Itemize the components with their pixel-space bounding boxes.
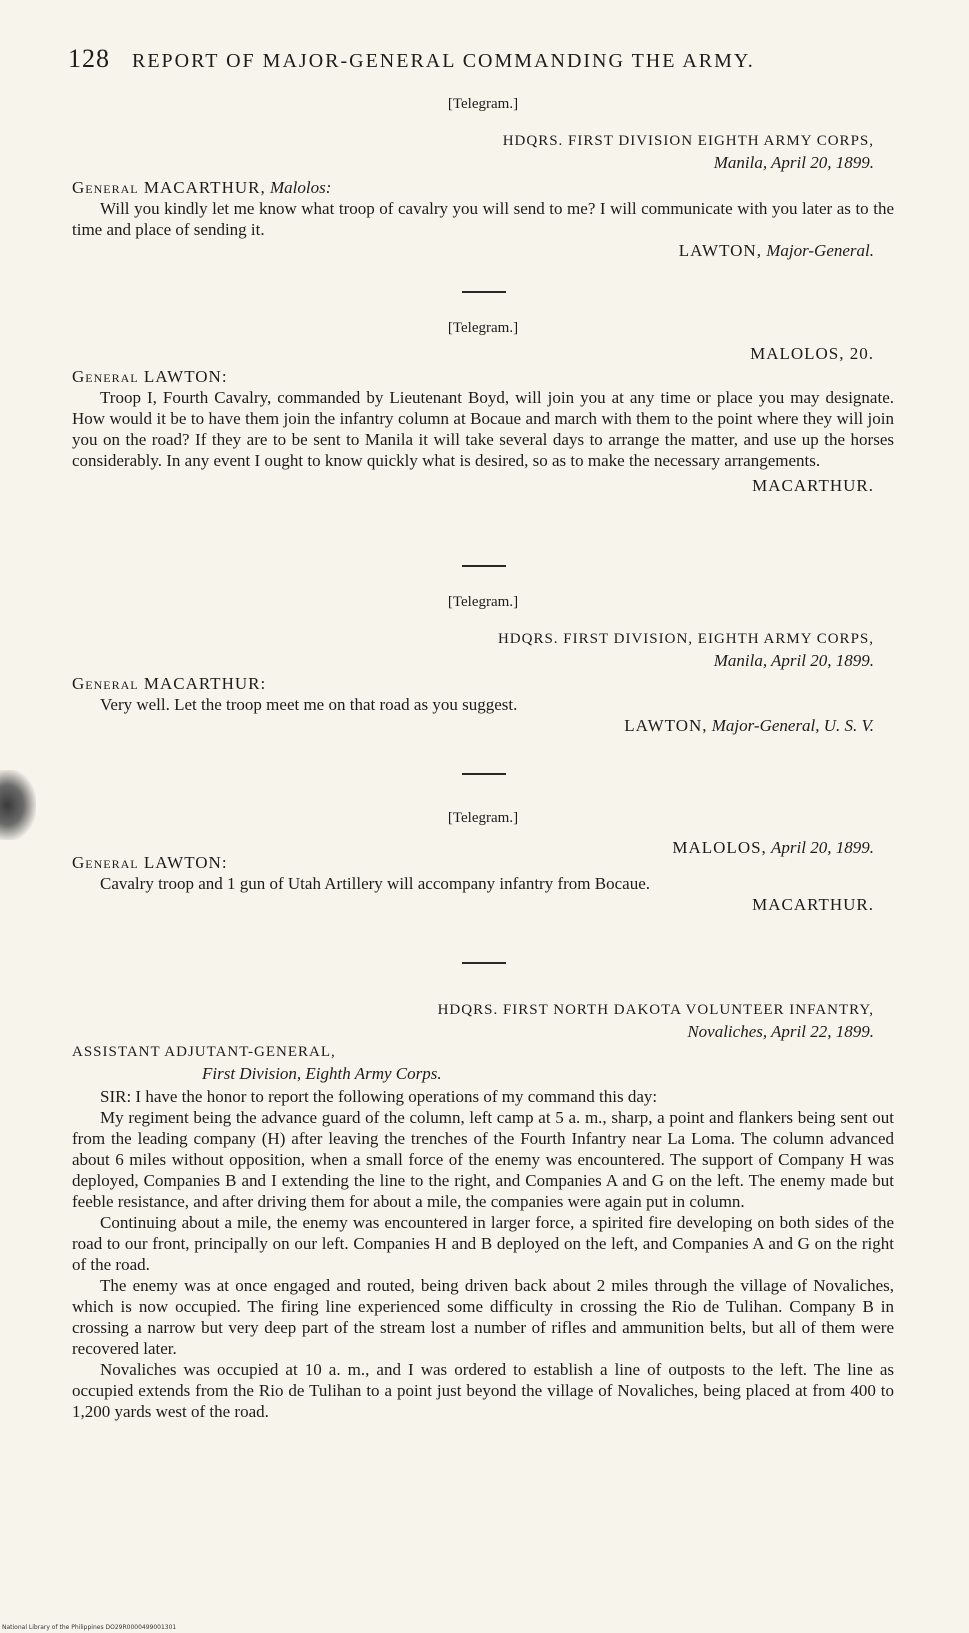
running-head (68, 44, 898, 74)
telegram-label: [Telegram.] (447, 810, 519, 826)
running-title: REPORT OF MAJOR-GENERAL COMMANDING THE ARMY. (132, 50, 755, 72)
telegram-label: [Telegram.] (447, 594, 519, 610)
telegram-signature: MACARTHUR. (752, 476, 874, 495)
section-rule (462, 565, 506, 567)
report-addressee: ASSISTANT ADJUTANT-GENERAL, (72, 1044, 336, 1060)
report-date: Novaliches, April 22, 1899. (687, 1022, 874, 1041)
report-paragraph: The enemy was at once engaged and routed, being driven back about 2 miles through the village of Novaliches, which is now occupied. The firing line experienced some difficulty in crossing the Rio de Tulihan. Company B in crossing a narrow but very deep part of the stream lost a number of rifles and ammunition belts, but all of them were recovered later. (72, 1276, 894, 1358)
telegram-date: Manila, April 20, 1899. (713, 153, 874, 172)
report-paragraph: Novaliches was occupied at 10 a. m., and I was ordered to establish a line of outposts to the left. The line as occupied extends from the Rio de Tulihan to a point just beyond the village of Novaliches, being placed at from 400 to 1,200 yards west of the road. (72, 1360, 894, 1421)
telegram-3 (72, 592, 894, 736)
page-number: 128 (68, 44, 110, 73)
section-rule (462, 962, 506, 964)
scan-footer: National Library of the Philippines DO29R0000499001301 (2, 1624, 177, 1631)
telegram-body: Very well. Let the troop meet me on that road as you suggest. (100, 695, 518, 714)
telegram-label: [Telegram.] (447, 320, 519, 336)
telegram-addressee: General LAWTON: (72, 853, 228, 872)
report-from: HDQRS. FIRST NORTH DAKOTA VOLUNTEER INFANTRY, (437, 1002, 874, 1018)
telegram-addressee: General MACARTHUR: (72, 674, 267, 693)
telegram-body: Cavalry troop and 1 gun of Utah Artillery will accompany infantry from Bocaue. (100, 874, 650, 893)
telegram-signature: LAWTON, Major-General. (678, 241, 874, 260)
telegram-body: Troop I, Fourth Cavalry, commanded by Lieutenant Boyd, will join you at any time or place you may designate. How would it be to have them join the infantry column at Bocaue and march with them to the point where they will join you on the road? If they are to be sent to Manila it will take several days to arrange the matter, and use up the horses considerably. In any event I ought to know quickly what is desired, so as to make the necessary arrangements. (72, 388, 894, 470)
scan-smudge (0, 770, 36, 840)
telegram-signature: MACARTHUR. (752, 895, 874, 914)
report-paragraph: Continuing about a mile, the enemy was encountered in larger force, a spirited fire developing on both sides of the road to our front, principally on our left. Companies H and B deployed on the left, and Companies A and G on the right of the road. (72, 1213, 894, 1274)
telegram-4 (72, 808, 894, 915)
section-rule (462, 291, 506, 293)
telegram-1 (72, 94, 894, 261)
telegram-dateline: MALOLOS, April 20, 1899. (672, 838, 874, 857)
telegram-label: [Telegram.] (447, 96, 519, 112)
telegram-2 (72, 318, 894, 496)
report-addressee-unit: First Division, Eighth Army Corps. (202, 1064, 442, 1083)
telegram-addressee: General LAWTON: (72, 367, 228, 386)
section-rule (462, 773, 506, 775)
telegram-from: HDQRS. FIRST DIVISION, EIGHTH ARMY CORPS, (497, 631, 874, 647)
telegram-body: Will you kindly let me know what troop of cavalry you will send to me? I will communicate with you later as to the time and place of sending it. (72, 199, 894, 239)
telegram-addressee: General MACARTHUR, Malolos: (72, 178, 332, 197)
report-paragraph: My regiment being the advance guard of the column, left camp at 5 a. m., sharp, a point and flankers being sent out from the leading company (H) after leaving the trenches of the Fourth Infantry near La Loma. The column advanced about 6 miles without opposition, when a small force of the enemy was encountered. The support of Company H was deployed, Companies B and I extending the line to the right, and Companies A and G on the left. The enemy made but feeble resistance, and after driving them for about a mile, the companies were again put in column. (72, 1108, 894, 1211)
report (72, 1000, 894, 1422)
telegram-dateline: MALOLOS, 20. (750, 344, 874, 363)
telegram-from: HDQRS. FIRST DIVISION EIGHTH ARMY CORPS, (502, 133, 874, 149)
telegram-signature: LAWTON, Major-General, U. S. V. (624, 716, 874, 735)
telegram-date: Manila, April 20, 1899. (713, 651, 874, 670)
report-paragraph: SIR: I have the honor to report the following operations of my command this day: (100, 1087, 658, 1106)
